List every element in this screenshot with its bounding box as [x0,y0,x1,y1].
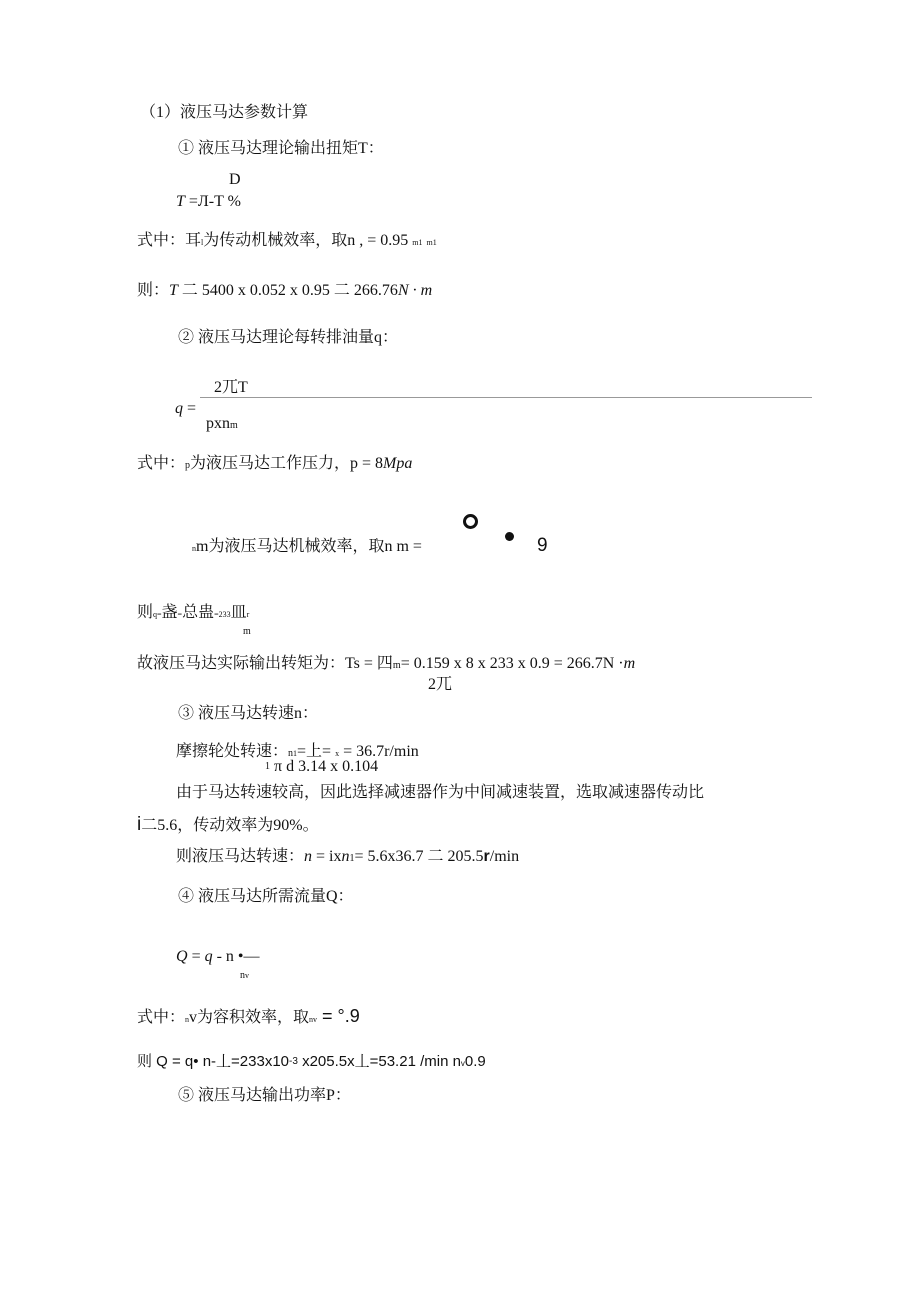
wheel-speed: 摩擦轮处转速：n1=上= x = 36.7r/min [176,743,419,760]
pressure-note: 式中：p为液压马达工作压力，p = 8Mpa [137,455,413,472]
displacement-result-sub: m [243,626,251,637]
efficiency-note: nm为液压马达机械效率，取n m = [192,538,422,555]
step-1-heading: ① 液压马达理论输出扭矩T： [178,140,384,157]
volumetric-efficiency-note: 式中：nv为容积效率，取nv = °.9 [137,1006,360,1026]
motor-speed: 则液压马达转速：n = ixn1= 5.6x36.7 二 205.5r/min [176,848,520,865]
formula-2-numerator: 2兀T [214,379,248,396]
dot-glyph [505,532,514,541]
flow-formula-sub: nv [240,970,249,981]
section-title: （1）液压马达参数计算 [140,104,309,121]
flow-calculation: 则 Q = q• n-丄$=233x10^{-3}$ x205.5x丄=53.21 /min nv0.9 [137,1053,486,1070]
formula-2-denominator: pxnm [206,415,238,432]
step-2-heading: ② 液压马达理论每转排油量q： [178,329,399,346]
actual-torque: 故液压马达实际输出转矩为：Ts = 四m= 0.159 x 8 x 233 x 0.9 = 266.7N ·m [137,655,636,672]
formula-2-lhs: q = [175,400,197,417]
formula-1-numerator: D [229,171,241,188]
efficiency-value: 9 [537,535,548,556]
formula-1-note: 式中：耳l为传动机械效率，取n , = 0.95 m1 m1 [137,232,437,249]
torque-calculation: 则：T 二 5400 x 0.052 x 0.95 二 266.76N · m [137,282,433,299]
step-3-heading: ③ 液压马达转速n： [178,705,319,722]
flow-formula: Q = q - n •— [176,948,260,965]
step-4-heading: ④ 液压马达所需流量Q： [178,888,354,905]
actual-torque-denominator: 2兀 [428,676,453,693]
step-5-heading: ⑤ 液压马达输出功率P： [178,1087,351,1104]
displacement-result: 则q=盏=总蛊=233皿r [137,604,250,621]
circle-glyph [463,514,478,529]
fraction-bar [200,397,812,398]
reducer-ratio: i二5.6，传动效率为90%。 [137,814,319,835]
formula-1: T =Л-T % [176,193,241,210]
reducer-paragraph: 由于马达转速较高，因此选择减速器作为中间减速装置，选取减速器传动比 [176,784,705,801]
wheel-speed-denominator: $^1$ π d 3.14 x 0.104 [265,758,379,775]
